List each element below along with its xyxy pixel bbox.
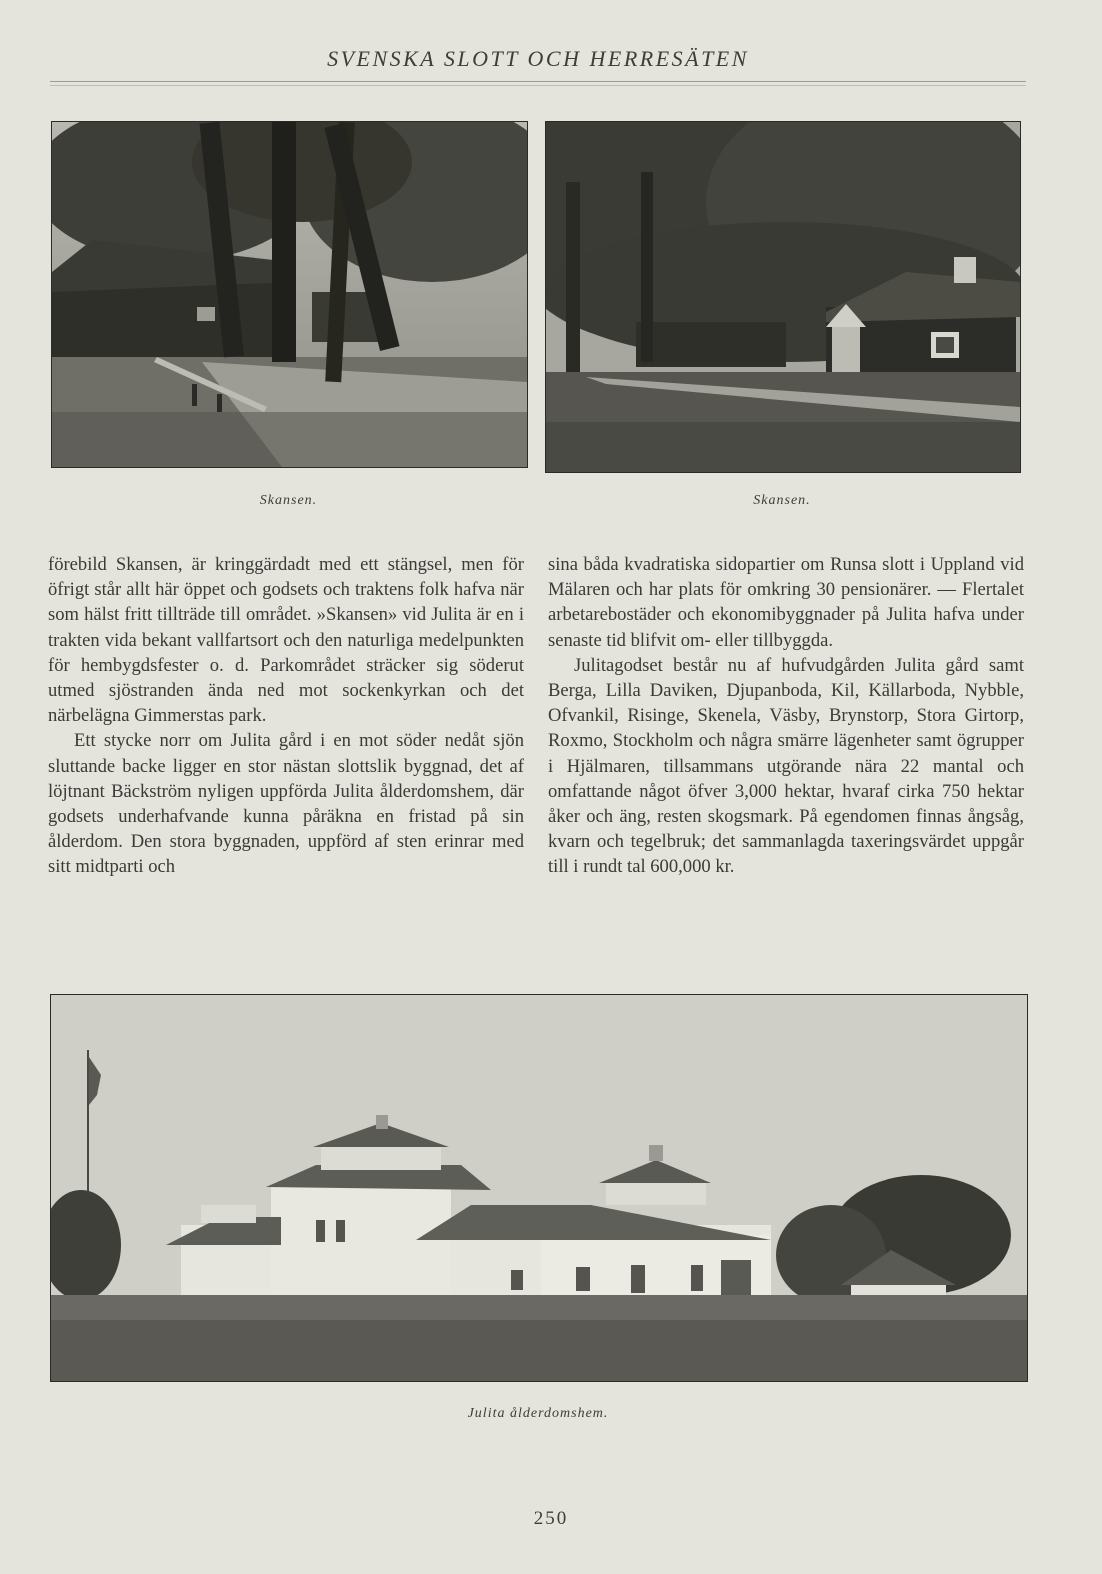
page-number: 250 [533,1508,569,1529]
text-column-right [548,552,1024,880]
photo-skansen-right [545,121,1021,473]
header-rule [50,81,1026,86]
paragraph: sina båda kvadratiska sidopartier om Runsa slott i Uppland vid Mälaren och har plats för omkring 30 pensionärer. — Flertalet arbetarebostäder och ekonomibyggnader på Julita hafva under senaste tid blifvit om- eller tillbyggda. [548,554,1024,651]
paragraph: Ett stycke norr om Julita gård i en mot söder nedåt sjön sluttande backe ligger en stor nästan slottslik byggnad, det af löjtnant Bäckström nyligen uppförda Julita ålderdomshem, där godsets underhafvande kunna påräkna en fristad på sin ålderdom. Den stora byggnaden, uppförd af sten erinrar med sitt midtparti och [48,730,524,878]
running-header: SVENSKA SLOTT OCH HERRESÄTEN [327,46,749,71]
caption-top-left: Skansen. [259,493,318,508]
caption-bottom: Julita ålderdomshem. [467,1406,609,1421]
caption-top-right: Skansen. [753,493,811,508]
paragraph: förebild Skansen, är kringgärdadt med ett stängsel, men för öfrigt står allt här öppet och godsets och traktens folk hafva när som hälst fritt tillträde till området. »Skansen» vid Julita är en i trakten vida bekant vallfartsort och den naturliga medelpunkten för hembygdsfester o. d. Parkområdet sträcker sig söderut utmed sjöstranden ända ned mot sockenkyrkan och det närbelägna Gimmerstas park. [48,554,524,727]
text-column-left [48,552,524,880]
paragraph: Julitagodset består nu af hufvudgården Julita gård samt Berga, Lilla Daviken, Djupanboda, Kil, Källarboda, Nybble, Ofvankil, Risinge, Skenela, Väsby, Brynstorp, Stora Girtorp, Roxmo, Stockholm och några smärre lägenheter samt ögrupper i Hjälmaren, tillsammans utgörande nära 22 mantal och omfattande något öfver 3,000 hektar, hvaraf cirka 750 hektar åker och äng, resten skogsmark. På egendomen finnas ångsåg, kvarn och tegelbruk; det sammanlagda taxeringsvärdet uppgår till i rundt tal 600,000 kr. [548,654,1024,878]
photo-julita-alderdomshem [50,994,1028,1382]
photo-skansen-left [51,121,528,468]
